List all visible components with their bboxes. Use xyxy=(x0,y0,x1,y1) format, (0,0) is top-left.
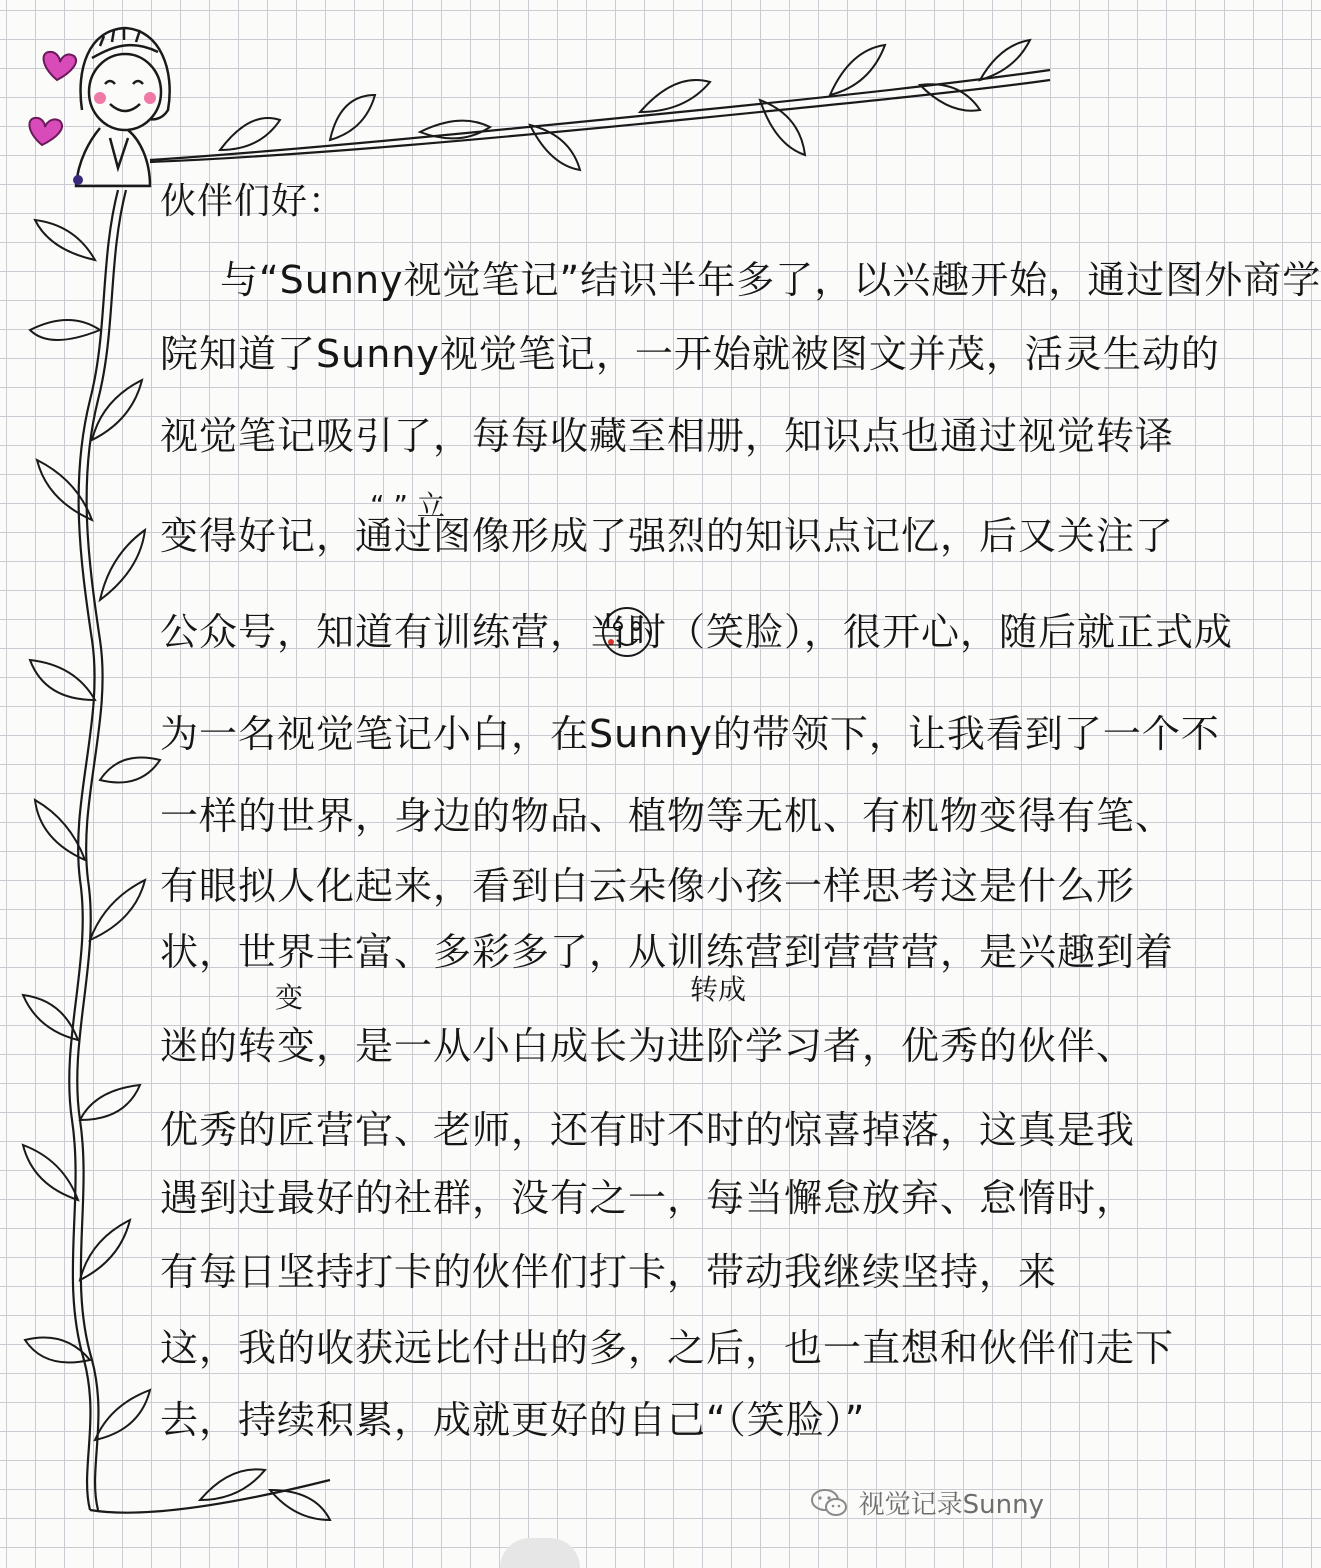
letter-line: 公众号，知道有训练营，当时（笑脸），很开心，随后就正式成 xyxy=(160,610,1234,654)
letter-line: 院知道了Sunny视觉笔记，一开始就被图文并茂，活灵生动的 xyxy=(160,332,1220,376)
letter-line: 优秀的匠营官、老师，还有时不时的惊喜掉落，这真是我 xyxy=(160,1108,1136,1152)
account-name: 视觉记录Sunny xyxy=(858,1490,1044,1520)
letter-line: 与“Sunny视觉笔记”结识半年多了，以兴趣开始，通过图外商学 xyxy=(220,258,1321,302)
letter-line: 这，我的收获远比付出的多，之后，也一直想和伙伴们走下 xyxy=(160,1326,1175,1370)
heart-icon xyxy=(44,52,76,80)
letter-line: 状，世界丰富、多彩多了，从训练营到营营营，是兴趣到着 xyxy=(160,930,1175,974)
letter-greeting: 伙伴们好： xyxy=(160,181,346,222)
letter-insertion-mark: “ ” 立 xyxy=(370,489,445,522)
letter-line: 迷的转变，是一从小白成长为进阶学习者，优秀的伙伴、 xyxy=(160,1024,1136,1068)
letter-line: 视觉笔记吸引了，每每收藏至相册，知识点也通过视觉转译 xyxy=(160,414,1175,458)
heart-icon xyxy=(29,118,62,145)
letter-line: 有眼拟人化起来，看到白云朵像小孩一样思考这是什么形 xyxy=(160,864,1136,908)
letter-line: 有每日坚持打卡的伙伴们打卡，带动我继续坚持，来 xyxy=(160,1250,1058,1294)
wechat-official-account-icon xyxy=(809,1487,849,1519)
letter-insertion-mark: 转成 xyxy=(690,973,747,1006)
letter-line: 去，持续积累，成就更好的自己“（笑脸）” xyxy=(160,1398,866,1442)
letter-line: 遇到过最好的社群，没有之一，每当懈怠放弃、怠惰时， xyxy=(160,1176,1136,1220)
watermark xyxy=(809,1484,1044,1521)
letter-line: 为一名视觉笔记小白，在Sunny的带领下，让我看到了一个不 xyxy=(160,712,1220,756)
letter-line: 变得好记，通过图像形成了强烈的知识点记忆，后又关注了 xyxy=(160,514,1175,558)
letter-insertion-mark: 变 xyxy=(275,981,304,1014)
letter-line: 一样的世界，身边的物品、植物等无机、有机物变得有笔、 xyxy=(160,794,1175,838)
